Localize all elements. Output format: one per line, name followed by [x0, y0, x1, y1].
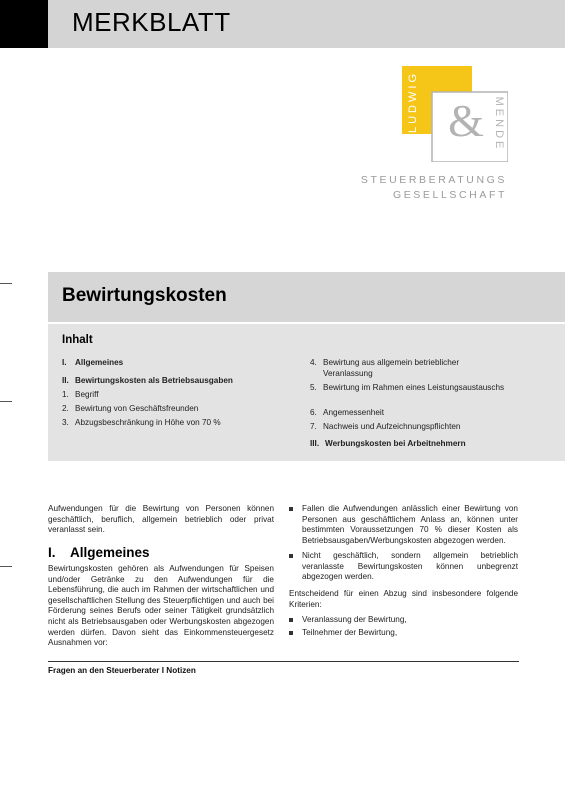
toc-item[interactable]: 3. Abzugsbeschränkung in Höhe von 70 %: [62, 418, 221, 427]
company-logo: [402, 66, 508, 162]
bullet-item: Fallen die Aufwendungen anlässlich einer Bewirtung von Personen aus geschäftlichem Anlass an, können unter bestimmten Voraussetzungen 70 % dieser Kosten als Betriebsausgaben/Werbungskosten abgezogen werden.: [302, 504, 518, 546]
header-title: MERKBLATT: [72, 7, 231, 37]
bullet-item: Veranlassung der Bewirtung,: [302, 615, 518, 626]
criteria-intro: Entscheidend für einen Abzug sind insbesondere folgende Kriterien:: [289, 589, 518, 609]
toc-item[interactable]: I. Allgemeines: [62, 358, 124, 367]
logo-tagline-2: GESELLSCHAFT: [392, 189, 507, 201]
toc-item[interactable]: 4. Bewirtung aus allgemein betrieblicher Veranlassung: [310, 358, 460, 378]
intro-paragraph: Aufwendungen für die Bewirtung von Personen können geschäftlich, beruflich, allgemein betrieblich oder privat veranlasst sein.: [48, 504, 274, 535]
logo-word-left: LUDWIG: [407, 71, 419, 133]
toc-item[interactable]: II. Bewirtungskosten als Betriebsausgaben: [62, 376, 233, 385]
toc-heading: Inhalt: [62, 334, 93, 346]
logo-word-right: MENDE: [493, 96, 505, 152]
toc-item[interactable]: 5. Bewirtung im Rahmen eines Leistungsaustauschs: [310, 383, 505, 392]
bullet-item: Nicht geschäftlich, sondern allgemein betrieblich veranlasste Bewirtungskosten können unbegrenzt abgezogen werden.: [302, 551, 518, 583]
toc-item[interactable]: 1. Begriff: [62, 390, 99, 399]
logo-ampersand: &: [448, 95, 484, 146]
logo-tagline-1: STEUERBERATUNGS: [360, 174, 507, 186]
bullet-square-icon: [289, 618, 293, 622]
margin-mark: [0, 401, 12, 402]
footer-rule: [48, 661, 519, 662]
section-heading: I. Allgemeines: [48, 545, 150, 560]
section-paragraph: Bewirtungskosten gehören als Aufwendungen für Speisen und/oder Getränke zu den Aufwendungen für die Lebensführung, die auch im Rahmen der wirtschaftlichen und gesellschaftlichen Stellung des Steuerpflichtigen und auch bei Förderung seines Berufs oder seiner Tätigkeit grundsätzlich nicht als Betriebsausgaben oder Werbungskosten abgezogen werden dürfen. Davon sieht das Einkommensteuergesetz Ausnahmen vor:: [48, 564, 274, 648]
logo-mark-icon: [402, 66, 508, 162]
margin-mark: [0, 283, 12, 284]
toc-item[interactable]: III. Werbungskosten bei Arbeitnehmern: [310, 439, 466, 448]
document-title: Bewirtungskosten: [62, 285, 227, 306]
bullet-square-icon: [289, 631, 293, 635]
toc-item[interactable]: 7. Nachweis und Aufzeichnungspflichten: [310, 422, 461, 431]
margin-mark: [0, 566, 12, 567]
bullet-item: Teilnehmer der Bewirtung,: [302, 628, 518, 639]
header-black-block: [0, 0, 48, 48]
bullet-square-icon: [289, 507, 293, 511]
toc-item[interactable]: 2. Bewirtung von Geschäftsfreunden: [62, 404, 199, 413]
footer-text: Fragen an den Steuerberater I Notizen: [48, 666, 196, 675]
toc-item[interactable]: 6. Angemessenheit: [310, 408, 384, 417]
bullet-square-icon: [289, 554, 293, 558]
